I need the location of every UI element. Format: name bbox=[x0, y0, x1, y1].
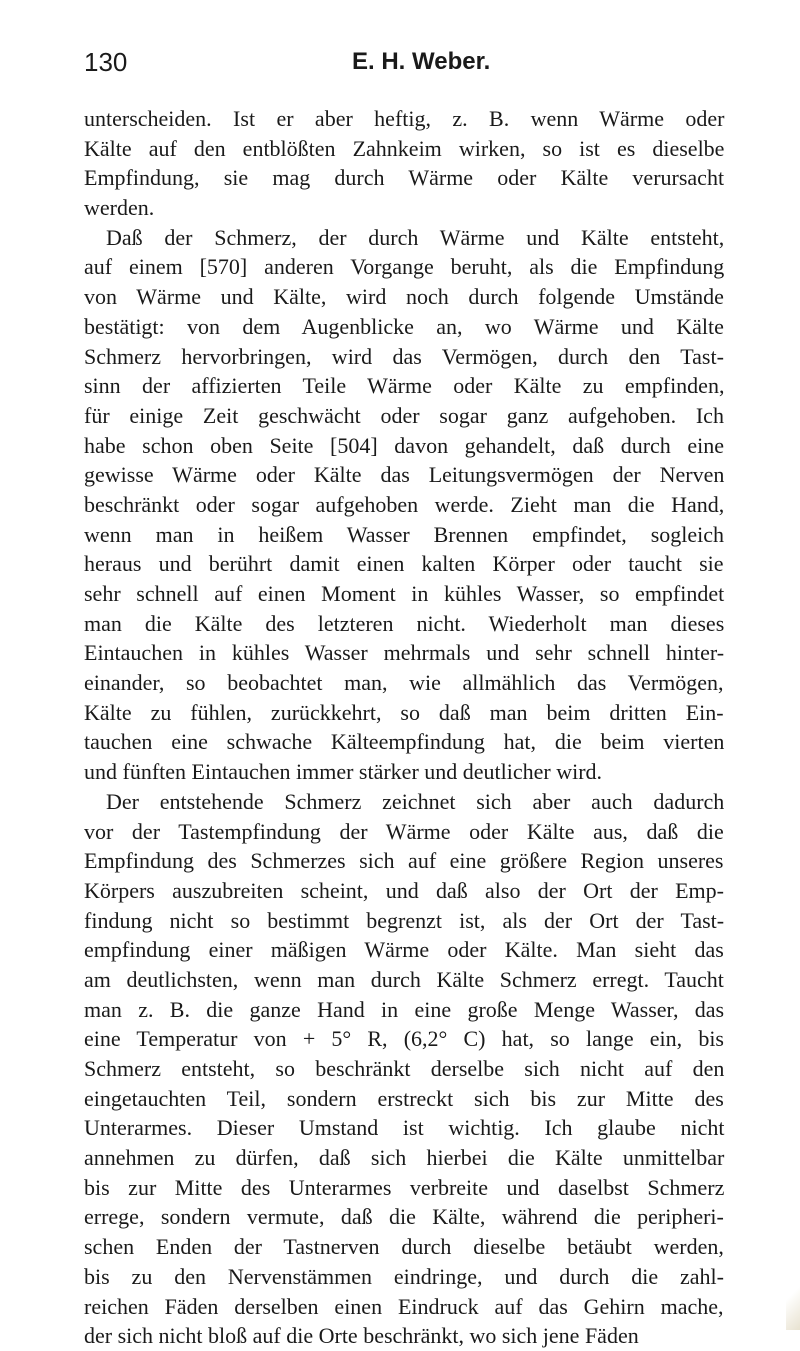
text-line: am deutlichsten, wenn man durch Kälte Schmerz erregt. Taucht bbox=[84, 966, 724, 992]
text-line: beschränkt oder sogar aufgehoben werde. Zieht man die Hand, bbox=[84, 491, 725, 517]
scan-edge-shadow bbox=[786, 1270, 800, 1330]
text-line: bis zu den Nervenstämmen eindringe, und durch die zahl- bbox=[84, 1263, 724, 1289]
text-line: und fünften Eintauchen immer stärker und deutlicher wird. bbox=[84, 759, 603, 785]
text-line: Körpers auszubreiten scheint, und daß also der Ort der Emp- bbox=[84, 877, 724, 903]
text-line: man die Kälte des letzteren nicht. Wiederholt man dieses bbox=[84, 610, 725, 636]
text-line: annehmen zu dürfen, daß sich hierbei die Kälte unmittelbar bbox=[84, 1145, 725, 1171]
text-line: Schmerz hervorbringen, wird das Vermögen, durch den Tast- bbox=[84, 343, 724, 369]
running-title: E. H. Weber. bbox=[352, 48, 491, 75]
text-line: sinn der affizierten Teile Wärme oder Kälte zu empfinden, bbox=[84, 373, 725, 399]
text-line: werden. bbox=[84, 195, 155, 221]
running-head bbox=[84, 40, 716, 84]
text-line: reichen Fäden derselben einen Eindruck auf das Gehirn mache, bbox=[84, 1293, 724, 1319]
text-line: empfindung einer mäßigen Wärme oder Kälte. Man sieht das bbox=[84, 937, 724, 963]
text-line: Daß der Schmerz, der durch Wärme und Kälte entsteht, bbox=[84, 224, 725, 250]
page-number: 130 bbox=[84, 47, 128, 77]
text-line: bis zur Mitte des Unterarmes verbreite und daselbst Schmerz bbox=[84, 1174, 725, 1200]
text-line: gewisse Wärme oder Kälte das Leitungsvermögen der Nerven bbox=[84, 462, 725, 488]
text-line: Kälte auf den entblößten Zahnkeim wirken, so ist es dieselbe bbox=[84, 135, 725, 161]
text-line: habe schon oben Seite [504] davon gehandelt, daß durch eine bbox=[84, 432, 725, 458]
body-text bbox=[84, 104, 724, 1351]
text-line: der sich nicht bloß auf die Orte beschränkt, wo sich jene Fäden bbox=[84, 1323, 639, 1349]
text-line: schen Enden der Tastnerven durch dieselbe betäubt werden, bbox=[84, 1234, 724, 1260]
text-line: bestätigt: von dem Augenblicke an, wo Wärme und Kälte bbox=[84, 313, 724, 339]
text-line: errege, sondern vermute, daß die Kälte, während die peripheri- bbox=[84, 1204, 724, 1230]
text-line: eine Temperatur von + 5° R, (6,2° C) hat, so lange ein, bis bbox=[84, 1026, 724, 1052]
text-line: sehr schnell auf einen Moment in kühles Wasser, so empfindet bbox=[84, 581, 725, 606]
text-line: einander, so beobachtet man, wie allmählich das Vermögen, bbox=[84, 670, 724, 696]
text-line: man z. B. die ganze Hand in eine große Menge Wasser, das bbox=[84, 996, 725, 1022]
text-line: wenn man in heißem Wasser Brennen empfindet, sogleich bbox=[84, 521, 725, 547]
text-line: Schmerz entsteht, so beschränkt derselbe sich nicht auf den bbox=[84, 1056, 725, 1081]
text-line: Unterarmes. Dieser Umstand ist wichtig. Ich glaube nicht bbox=[84, 1115, 725, 1141]
text-line: Eintauchen in kühles Wasser mehrmals und sehr schnell hinter- bbox=[84, 640, 725, 666]
text-line: unterscheiden. Ist er aber heftig, z. B. wenn Wärme oder bbox=[84, 106, 725, 131]
text-line: findung nicht so bestimmt begrenzt ist, als der Ort der Tast- bbox=[84, 907, 725, 933]
text-line: für einige Zeit geschwächt oder sogar ganz aufgehoben. Ich bbox=[84, 402, 724, 428]
text-line: Kälte zu fühlen, zurückkehrt, so daß man beim dritten Ein- bbox=[84, 699, 724, 725]
text-line: eingetauchten Teil, sondern erstreckt sich bis zur Mitte des bbox=[84, 1085, 724, 1111]
text-line: von Wärme und Kälte, wird noch durch folgende Umstände bbox=[84, 284, 724, 310]
text-line: vor der Tastempfindung der Wärme oder Kälte aus, daß die bbox=[84, 818, 724, 844]
text-line: heraus und berührt damit einen kalten Körper oder taucht sie bbox=[84, 551, 724, 577]
text-line: tauchen eine schwache Kälteempfindung hat, die beim vierten bbox=[84, 729, 725, 755]
text-line: Der entstehende Schmerz zeichnet sich aber auch dadurch bbox=[84, 788, 725, 814]
text-line: auf einem [570] anderen Vorgange beruht, als die Empfindung bbox=[84, 254, 725, 280]
text-line: Empfindung, sie mag durch Wärme oder Kälte verursacht bbox=[84, 165, 725, 191]
text-line: Empfindung des Schmerzes sich auf eine größere Region unseres bbox=[84, 848, 724, 874]
